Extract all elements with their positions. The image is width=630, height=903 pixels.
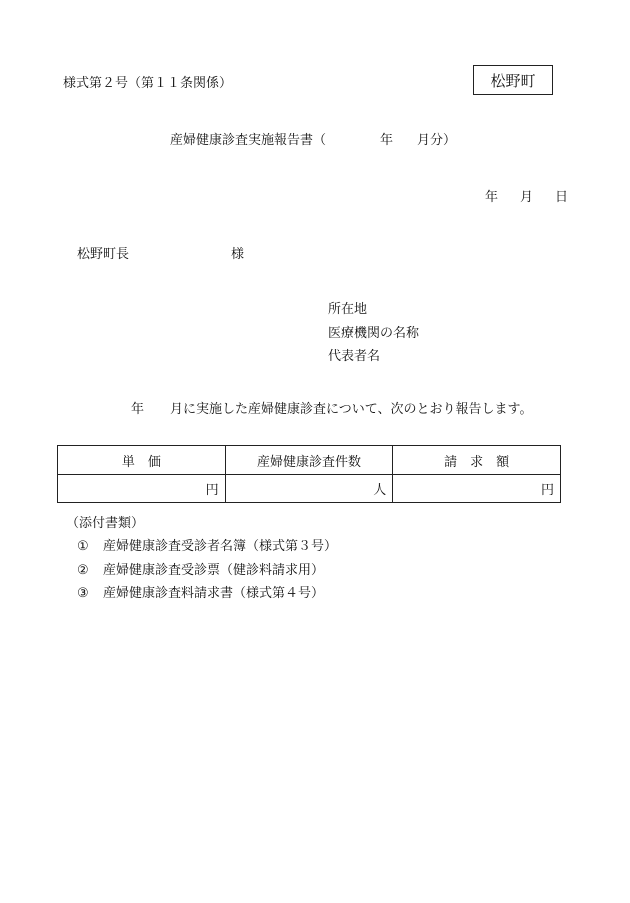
- header-exam-count: 産婦健康診査件数: [225, 446, 393, 475]
- municipality-stamp-box: [473, 65, 553, 95]
- summary-table: [57, 445, 561, 503]
- title-month-label: 月分）: [417, 133, 457, 148]
- header-unit-price: 単 価: [58, 446, 226, 475]
- attachment-number: ②: [77, 563, 89, 578]
- attachment-number: ③: [77, 586, 89, 601]
- statement-text: 月に実施した産婦健康診査について、次のとおり報告します。: [170, 402, 533, 417]
- addressee: [77, 243, 244, 262]
- attachment-label: 産婦健康診査受診票（健診料請求用）: [103, 563, 325, 578]
- exam-count-cell: 人: [225, 475, 393, 503]
- sender-address-label: 所在地: [328, 302, 368, 317]
- sender-institution-label: 医療機関の名称: [328, 326, 420, 341]
- addressee-name: 松野町長: [77, 247, 130, 262]
- statement-year-label: 年: [131, 402, 145, 417]
- list-item: [77, 559, 324, 578]
- date-year-label: 年: [484, 190, 498, 205]
- list-item: [77, 582, 324, 601]
- date-day-label: 日: [554, 190, 568, 205]
- addressee-honorific: 様: [231, 247, 245, 262]
- attachments-heading: （添付書類）: [66, 516, 145, 531]
- attachment-label: 産婦健康診査受診者名簿（様式第３号）: [103, 539, 338, 554]
- header-billing-amount: 請 求 額: [393, 446, 561, 475]
- municipality-name: 松野町: [490, 71, 536, 90]
- attachment-number: ①: [77, 539, 89, 554]
- unit-price-cell: 円: [58, 475, 226, 503]
- date-month-label: 月: [519, 190, 533, 205]
- form-number: 様式第２号（第１１条関係）: [63, 76, 233, 91]
- table-header-row: [58, 446, 561, 475]
- sender-representative-label: 代表者名: [328, 349, 381, 364]
- billing-amount-cell: 円: [393, 475, 561, 503]
- report-date: [485, 186, 568, 205]
- title-prefix: 産婦健康診査実施報告書（: [170, 133, 327, 148]
- report-statement: [131, 398, 532, 417]
- document-title: [170, 129, 456, 148]
- title-year-label: 年: [380, 133, 394, 148]
- attachment-label: 産婦健康診査料請求書（様式第４号）: [103, 586, 325, 601]
- list-item: [77, 535, 337, 554]
- table-row: [58, 475, 561, 503]
